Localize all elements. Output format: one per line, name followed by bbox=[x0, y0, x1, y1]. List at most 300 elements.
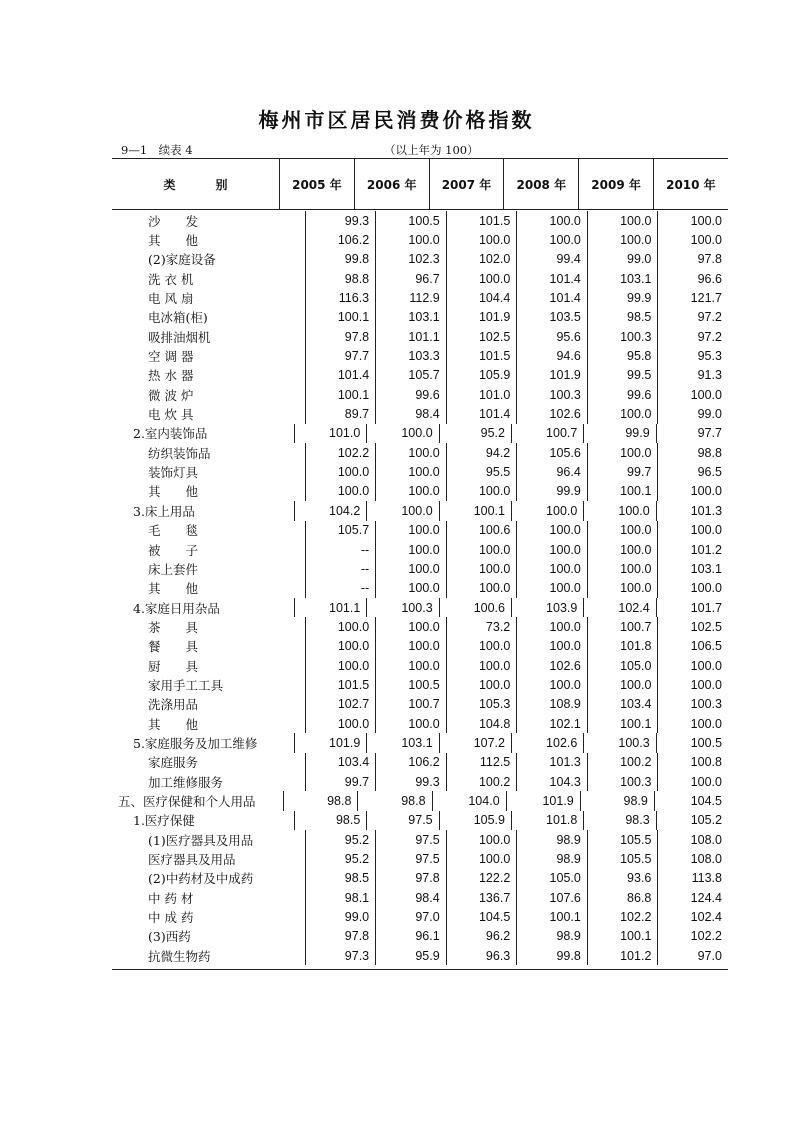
row-value-2006: 100.0 bbox=[366, 424, 438, 443]
table-row bbox=[112, 927, 728, 946]
row-value-2008: 98.9 bbox=[516, 830, 587, 849]
row-value-2009: 100.0 bbox=[587, 443, 658, 462]
row-value-2005: 105.7 bbox=[305, 521, 376, 540]
row-value-2009: 99.5 bbox=[587, 366, 658, 385]
row-value-2009: 102.4 bbox=[583, 598, 655, 617]
row-value-2009: 99.0 bbox=[587, 250, 658, 269]
row-value-2006: 105.7 bbox=[375, 366, 446, 385]
row-value-2010: 100.0 bbox=[657, 579, 728, 598]
row-value-2009: 99.7 bbox=[587, 462, 658, 481]
row-label: 厨 具 bbox=[148, 658, 199, 674]
row-value-2006: 100.7 bbox=[375, 695, 446, 714]
row-label: 加工维修服务 bbox=[148, 774, 224, 790]
table-body bbox=[112, 210, 728, 969]
row-value-2010: 98.8 bbox=[657, 443, 728, 462]
row-label: 空 调 器 bbox=[148, 349, 194, 365]
row-value-2010: 100.8 bbox=[657, 753, 728, 772]
row-value-2010: 91.3 bbox=[657, 366, 728, 385]
row-value-2005: 99.7 bbox=[305, 772, 376, 791]
row-value-2006: 100.0 bbox=[375, 617, 446, 636]
row-value-2006: 97.0 bbox=[375, 907, 446, 926]
row-value-2008: 101.3 bbox=[516, 753, 587, 772]
row-value-2006: 100.5 bbox=[375, 211, 446, 230]
table-row bbox=[112, 772, 728, 791]
row-value-2006: 100.5 bbox=[375, 675, 446, 694]
price-index-table bbox=[112, 158, 728, 970]
row-value-2010: 100.0 bbox=[657, 714, 728, 733]
row-value-2008: 101.8 bbox=[511, 811, 583, 830]
row-label: 洗 衣 机 bbox=[148, 271, 194, 287]
row-value-2005: 101.9 bbox=[294, 733, 366, 752]
row-label: 被 子 bbox=[148, 542, 199, 558]
row-value-2010: 95.3 bbox=[657, 346, 728, 365]
row-value-2010: 97.7 bbox=[656, 424, 728, 443]
row-value-2007: 96.2 bbox=[446, 927, 517, 946]
row-value-2009: 100.2 bbox=[587, 753, 658, 772]
row-label: 家用手工工具 bbox=[148, 677, 224, 693]
table-row bbox=[112, 714, 728, 733]
row-value-2008: 99.9 bbox=[516, 482, 587, 501]
row-value-2009: 98.3 bbox=[583, 811, 655, 830]
table-id: 9—1 续表 4 bbox=[121, 143, 193, 157]
row-value-2006: 102.3 bbox=[375, 250, 446, 269]
row-value-2010: 100.0 bbox=[657, 385, 728, 404]
col-header-2008: 2008 年 bbox=[503, 159, 578, 209]
col-header-2005: 2005 年 bbox=[279, 159, 354, 209]
row-value-2008: 100.0 bbox=[516, 637, 587, 656]
row-value-2006: 100.0 bbox=[375, 579, 446, 598]
row-value-2005: 95.2 bbox=[305, 830, 376, 849]
row-value-2005: 98.8 bbox=[305, 269, 376, 288]
table-row bbox=[112, 346, 728, 365]
row-value-2009: 100.3 bbox=[587, 327, 658, 346]
col-header-2010: 2010 年 bbox=[653, 159, 728, 209]
table-row bbox=[112, 288, 728, 307]
row-value-2007: 100.0 bbox=[446, 579, 517, 598]
row-value-2005: 99.0 bbox=[305, 907, 376, 926]
row-value-2006: 96.1 bbox=[375, 927, 446, 946]
row-value-2005: 100.0 bbox=[305, 617, 376, 636]
row-value-2009: 98.5 bbox=[587, 308, 658, 327]
table-row bbox=[112, 327, 728, 346]
row-label: 其 他 bbox=[148, 716, 199, 732]
row-value-2008: 100.3 bbox=[516, 385, 587, 404]
row-value-2006: 99.6 bbox=[375, 385, 446, 404]
row-value-2007: 100.2 bbox=[446, 772, 517, 791]
row-label: (2)家庭设备 bbox=[148, 252, 216, 268]
table-row bbox=[112, 462, 728, 481]
row-label: 1.医疗保健 bbox=[133, 813, 195, 829]
row-value-2007: 100.0 bbox=[446, 559, 517, 578]
row-value-2010: 100.0 bbox=[657, 230, 728, 249]
row-value-2007: 100.0 bbox=[446, 540, 517, 559]
row-value-2006: 100.0 bbox=[375, 559, 446, 578]
row-value-2008: 99.4 bbox=[516, 250, 587, 269]
row-value-2010: 105.2 bbox=[656, 811, 728, 830]
row-value-2010: 104.5 bbox=[654, 791, 728, 810]
row-value-2007: 94.2 bbox=[446, 443, 517, 462]
row-value-2010: 124.4 bbox=[657, 888, 728, 907]
row-value-2009: 100.1 bbox=[587, 714, 658, 733]
row-value-2008: 101.9 bbox=[506, 791, 580, 810]
row-value-2009: 103.4 bbox=[587, 695, 658, 714]
row-label: 装饰灯具 bbox=[148, 465, 199, 481]
row-value-2009: 100.0 bbox=[587, 230, 658, 249]
table-row bbox=[112, 946, 728, 965]
row-value-2008: 102.6 bbox=[516, 656, 587, 675]
table-row bbox=[112, 695, 728, 714]
row-value-2007: 100.0 bbox=[446, 849, 517, 868]
row-value-2008: 98.9 bbox=[516, 849, 587, 868]
row-value-2005: 101.5 bbox=[305, 675, 376, 694]
row-label: 沙 发 bbox=[148, 213, 199, 229]
row-label: 电冰箱(柜) bbox=[148, 310, 208, 326]
row-value-2005: 101.0 bbox=[294, 424, 366, 443]
row-value-2010: 99.0 bbox=[657, 404, 728, 423]
row-value-2009: 100.3 bbox=[583, 733, 655, 752]
row-value-2008: 103.5 bbox=[516, 308, 587, 327]
row-value-2007: 107.2 bbox=[439, 733, 511, 752]
row-value-2006: 106.2 bbox=[375, 753, 446, 772]
col-header-2007: 2007 年 bbox=[429, 159, 504, 209]
row-value-2006: 96.7 bbox=[375, 269, 446, 288]
row-label: 家庭服务 bbox=[148, 755, 199, 771]
row-label: (2)中药材及中成药 bbox=[148, 871, 254, 887]
row-value-2007: 104.0 bbox=[432, 791, 506, 810]
row-value-2006: 100.0 bbox=[366, 501, 438, 520]
row-label: 电 炊 具 bbox=[148, 407, 194, 423]
table-row bbox=[112, 559, 728, 578]
row-value-2009: 99.6 bbox=[587, 385, 658, 404]
row-label: (1)医疗器具及用品 bbox=[148, 832, 254, 848]
row-value-2008: 108.9 bbox=[516, 695, 587, 714]
row-label: 茶 具 bbox=[148, 619, 199, 635]
row-value-2008: 103.9 bbox=[511, 598, 583, 617]
row-value-2007: 100.6 bbox=[446, 521, 517, 540]
page-title: 梅州市区居民消费价格指数 bbox=[258, 108, 535, 132]
row-value-2005: 100.0 bbox=[305, 656, 376, 675]
row-value-2005: 89.7 bbox=[305, 404, 376, 423]
row-label: 微 波 炉 bbox=[148, 387, 194, 403]
row-value-2005: 102.7 bbox=[305, 695, 376, 714]
table-header bbox=[112, 159, 728, 210]
row-value-2005: 101.4 bbox=[305, 366, 376, 385]
row-value-2007: 101.9 bbox=[446, 308, 517, 327]
row-value-2007: 101.4 bbox=[446, 404, 517, 423]
row-value-2009: 93.6 bbox=[587, 869, 658, 888]
row-value-2005: 103.4 bbox=[305, 753, 376, 772]
row-value-2010: 96.6 bbox=[657, 269, 728, 288]
row-value-2008: 107.6 bbox=[516, 888, 587, 907]
row-value-2006: 97.8 bbox=[375, 869, 446, 888]
row-label: 其 他 bbox=[148, 484, 199, 500]
category-header bbox=[112, 159, 279, 209]
row-value-2007: 100.0 bbox=[446, 675, 517, 694]
row-value-2007: 100.1 bbox=[439, 501, 511, 520]
row-label: 餐 具 bbox=[148, 639, 199, 655]
row-value-2010: 100.0 bbox=[657, 772, 728, 791]
row-label: 医疗器具及用品 bbox=[148, 852, 236, 868]
row-value-2005: 100.0 bbox=[305, 714, 376, 733]
row-value-2010: 100.0 bbox=[657, 482, 728, 501]
table-row bbox=[112, 308, 728, 327]
row-value-2005: 100.1 bbox=[305, 308, 376, 327]
row-value-2007: 104.5 bbox=[446, 907, 517, 926]
row-value-2008: 100.0 bbox=[516, 579, 587, 598]
row-value-2008: 100.0 bbox=[516, 211, 587, 230]
row-value-2008: 100.7 bbox=[511, 424, 583, 443]
table-row bbox=[112, 521, 728, 540]
row-value-2005: 104.2 bbox=[294, 501, 366, 520]
row-value-2009: 100.0 bbox=[587, 579, 658, 598]
category-header-char2: 别 bbox=[215, 177, 228, 192]
row-value-2006: 99.3 bbox=[375, 772, 446, 791]
row-value-2007: 95.5 bbox=[446, 462, 517, 481]
row-value-2009: 100.3 bbox=[587, 772, 658, 791]
row-value-2010: 108.0 bbox=[657, 830, 728, 849]
row-value-2009: 98.9 bbox=[580, 791, 654, 810]
row-value-2009: 105.5 bbox=[587, 849, 658, 868]
table-row bbox=[112, 907, 728, 926]
row-value-2010: 121.7 bbox=[657, 288, 728, 307]
table-row bbox=[112, 830, 728, 849]
row-value-2005: 99.8 bbox=[305, 250, 376, 269]
table-row bbox=[112, 404, 728, 423]
row-value-2009: 100.0 bbox=[587, 540, 658, 559]
row-value-2007: 105.9 bbox=[439, 811, 511, 830]
row-value-2005: 98.5 bbox=[305, 869, 376, 888]
row-value-2010: 108.0 bbox=[657, 849, 728, 868]
row-value-2009: 102.2 bbox=[587, 907, 658, 926]
table-row bbox=[112, 366, 728, 385]
row-value-2005: 100.0 bbox=[305, 462, 376, 481]
table-row bbox=[112, 443, 728, 462]
table-row bbox=[112, 791, 728, 810]
row-value-2010: 100.0 bbox=[657, 211, 728, 230]
row-label: 吸排油烟机 bbox=[148, 329, 211, 345]
row-value-2006: 97.5 bbox=[375, 830, 446, 849]
table-row bbox=[112, 230, 728, 249]
row-value-2005: 100.0 bbox=[305, 482, 376, 501]
row-value-2006: 100.0 bbox=[375, 656, 446, 675]
row-value-2006: 97.5 bbox=[375, 849, 446, 868]
row-value-2010: 97.0 bbox=[657, 946, 728, 965]
row-value-2006: 101.1 bbox=[375, 327, 446, 346]
row-value-2006: 100.3 bbox=[366, 598, 438, 617]
row-value-2010: 102.2 bbox=[657, 927, 728, 946]
row-value-2008: 100.0 bbox=[516, 521, 587, 540]
row-value-2006: 95.9 bbox=[375, 946, 446, 965]
row-value-2005: 97.7 bbox=[305, 346, 376, 365]
table-row bbox=[112, 385, 728, 404]
row-value-2009: 100.0 bbox=[587, 404, 658, 423]
table-row bbox=[112, 733, 728, 752]
row-value-2009: 100.0 bbox=[583, 501, 655, 520]
row-value-2010: 97.2 bbox=[657, 327, 728, 346]
row-value-2008: 100.0 bbox=[516, 559, 587, 578]
row-value-2009: 100.1 bbox=[587, 482, 658, 501]
table-row bbox=[112, 211, 728, 230]
row-value-2008: 99.8 bbox=[516, 946, 587, 965]
row-value-2008: 101.4 bbox=[516, 288, 587, 307]
row-value-2008: 100.0 bbox=[516, 617, 587, 636]
row-value-2008: 102.6 bbox=[516, 404, 587, 423]
row-value-2008: 101.4 bbox=[516, 269, 587, 288]
row-value-2006: 100.0 bbox=[375, 714, 446, 733]
row-label: 洗涤用品 bbox=[148, 697, 199, 713]
row-value-2010: 103.1 bbox=[657, 559, 728, 578]
row-value-2006: 103.3 bbox=[375, 346, 446, 365]
table-row bbox=[112, 869, 728, 888]
row-label: 床上套件 bbox=[148, 561, 199, 577]
row-value-2007: 112.5 bbox=[446, 753, 517, 772]
table-row bbox=[112, 424, 728, 443]
row-value-2005: 100.0 bbox=[305, 637, 376, 656]
row-value-2007: 73.2 bbox=[446, 617, 517, 636]
row-value-2005: 116.3 bbox=[305, 288, 376, 307]
category-header-char1: 类 bbox=[163, 177, 176, 192]
table-row bbox=[112, 849, 728, 868]
row-value-2006: 103.1 bbox=[366, 733, 438, 752]
row-value-2008: 101.9 bbox=[516, 366, 587, 385]
row-value-2006: 103.1 bbox=[375, 308, 446, 327]
row-value-2009: 100.7 bbox=[587, 617, 658, 636]
table-row bbox=[112, 579, 728, 598]
row-label: 中 成 药 bbox=[148, 910, 194, 926]
row-value-2008: 100.0 bbox=[511, 501, 583, 520]
row-label: (3)西药 bbox=[148, 929, 191, 945]
row-value-2008: 104.3 bbox=[516, 772, 587, 791]
row-value-2009: 105.0 bbox=[587, 656, 658, 675]
row-value-2010: 97.2 bbox=[657, 308, 728, 327]
row-value-2005: 97.8 bbox=[305, 327, 376, 346]
row-value-2010: 100.0 bbox=[657, 675, 728, 694]
row-label: 抗微生物药 bbox=[148, 948, 211, 964]
row-value-2007: 100.0 bbox=[446, 637, 517, 656]
row-value-2010: 100.3 bbox=[657, 695, 728, 714]
row-value-2006: 100.0 bbox=[375, 540, 446, 559]
row-label: 纺织装饰品 bbox=[148, 445, 211, 461]
row-value-2009: 101.8 bbox=[587, 637, 658, 656]
row-value-2010: 100.5 bbox=[656, 733, 728, 752]
row-value-2008: 100.0 bbox=[516, 230, 587, 249]
row-value-2007: 105.3 bbox=[446, 695, 517, 714]
row-value-2007: 100.0 bbox=[446, 830, 517, 849]
row-label: 5.家庭服务及加工维修 bbox=[133, 735, 258, 751]
row-value-2007: 136.7 bbox=[446, 888, 517, 907]
row-value-2005: -- bbox=[305, 540, 376, 559]
row-label: 中 药 材 bbox=[148, 890, 194, 906]
row-value-2008: 100.0 bbox=[516, 675, 587, 694]
row-value-2007: 101.5 bbox=[446, 346, 517, 365]
row-value-2008: 94.6 bbox=[516, 346, 587, 365]
row-value-2005: 97.8 bbox=[305, 927, 376, 946]
row-value-2007: 100.0 bbox=[446, 269, 517, 288]
row-value-2005: 102.2 bbox=[305, 443, 376, 462]
row-value-2005: 98.1 bbox=[305, 888, 376, 907]
table-row bbox=[112, 675, 728, 694]
row-value-2006: 98.4 bbox=[375, 404, 446, 423]
col-header-2009: 2009 年 bbox=[578, 159, 653, 209]
row-value-2008: 100.1 bbox=[516, 907, 587, 926]
row-value-2009: 100.0 bbox=[587, 675, 658, 694]
row-value-2007: 95.2 bbox=[439, 424, 511, 443]
row-value-2009: 100.1 bbox=[587, 927, 658, 946]
row-label: 其 他 bbox=[148, 233, 199, 249]
row-value-2010: 106.5 bbox=[657, 637, 728, 656]
row-value-2006: 98.8 bbox=[357, 791, 431, 810]
row-value-2008: 98.9 bbox=[516, 927, 587, 946]
table-row bbox=[112, 540, 728, 559]
row-value-2007: 96.3 bbox=[446, 946, 517, 965]
row-value-2009: 101.2 bbox=[587, 946, 658, 965]
row-value-2009: 100.0 bbox=[587, 211, 658, 230]
row-value-2007: 105.9 bbox=[446, 366, 517, 385]
row-value-2007: 100.0 bbox=[446, 482, 517, 501]
row-value-2010: 101.2 bbox=[657, 540, 728, 559]
table-row bbox=[112, 269, 728, 288]
base-note: （以上年为 100） bbox=[384, 143, 479, 157]
row-value-2009: 95.8 bbox=[587, 346, 658, 365]
row-value-2007: 101.0 bbox=[446, 385, 517, 404]
row-value-2006: 100.0 bbox=[375, 637, 446, 656]
row-value-2005: 95.2 bbox=[305, 849, 376, 868]
row-label: 电 风 扇 bbox=[148, 291, 194, 307]
table-row bbox=[112, 482, 728, 501]
row-value-2005: 99.3 bbox=[305, 211, 376, 230]
row-value-2007: 101.5 bbox=[446, 211, 517, 230]
row-value-2006: 100.0 bbox=[375, 482, 446, 501]
row-value-2006: 100.0 bbox=[375, 521, 446, 540]
row-value-2006: 100.0 bbox=[375, 443, 446, 462]
row-label: 3.床上用品 bbox=[133, 503, 195, 519]
row-value-2007: 104.4 bbox=[446, 288, 517, 307]
row-value-2006: 112.9 bbox=[375, 288, 446, 307]
row-value-2009: 100.0 bbox=[587, 521, 658, 540]
row-value-2010: 101.3 bbox=[656, 501, 728, 520]
row-value-2010: 113.8 bbox=[657, 869, 728, 888]
row-value-2010: 101.7 bbox=[656, 598, 728, 617]
row-label: 五、医疗保健和个人用品 bbox=[118, 793, 256, 809]
row-value-2008: 100.0 bbox=[516, 540, 587, 559]
row-value-2005: 101.1 bbox=[294, 598, 366, 617]
row-value-2005: 97.3 bbox=[305, 946, 376, 965]
row-value-2009: 99.9 bbox=[583, 424, 655, 443]
row-value-2007: 122.2 bbox=[446, 869, 517, 888]
table-row bbox=[112, 753, 728, 772]
row-value-2006: 97.5 bbox=[366, 811, 438, 830]
row-value-2007: 100.0 bbox=[446, 656, 517, 675]
row-value-2010: 96.5 bbox=[657, 462, 728, 481]
row-value-2008: 95.6 bbox=[516, 327, 587, 346]
row-value-2005: 98.5 bbox=[294, 811, 366, 830]
row-value-2008: 102.6 bbox=[511, 733, 583, 752]
table-row bbox=[112, 501, 728, 520]
row-value-2010: 102.4 bbox=[657, 907, 728, 926]
row-value-2007: 104.8 bbox=[446, 714, 517, 733]
row-label: 2.室内装饰品 bbox=[133, 426, 208, 442]
row-value-2006: 100.0 bbox=[375, 230, 446, 249]
table-row bbox=[112, 598, 728, 617]
row-value-2010: 102.5 bbox=[657, 617, 728, 636]
table-row bbox=[112, 811, 728, 830]
row-value-2009: 105.5 bbox=[587, 830, 658, 849]
table-row bbox=[112, 617, 728, 636]
row-value-2010: 100.0 bbox=[657, 521, 728, 540]
row-value-2008: 96.4 bbox=[516, 462, 587, 481]
col-header-2006: 2006 年 bbox=[354, 159, 429, 209]
row-value-2006: 98.4 bbox=[375, 888, 446, 907]
